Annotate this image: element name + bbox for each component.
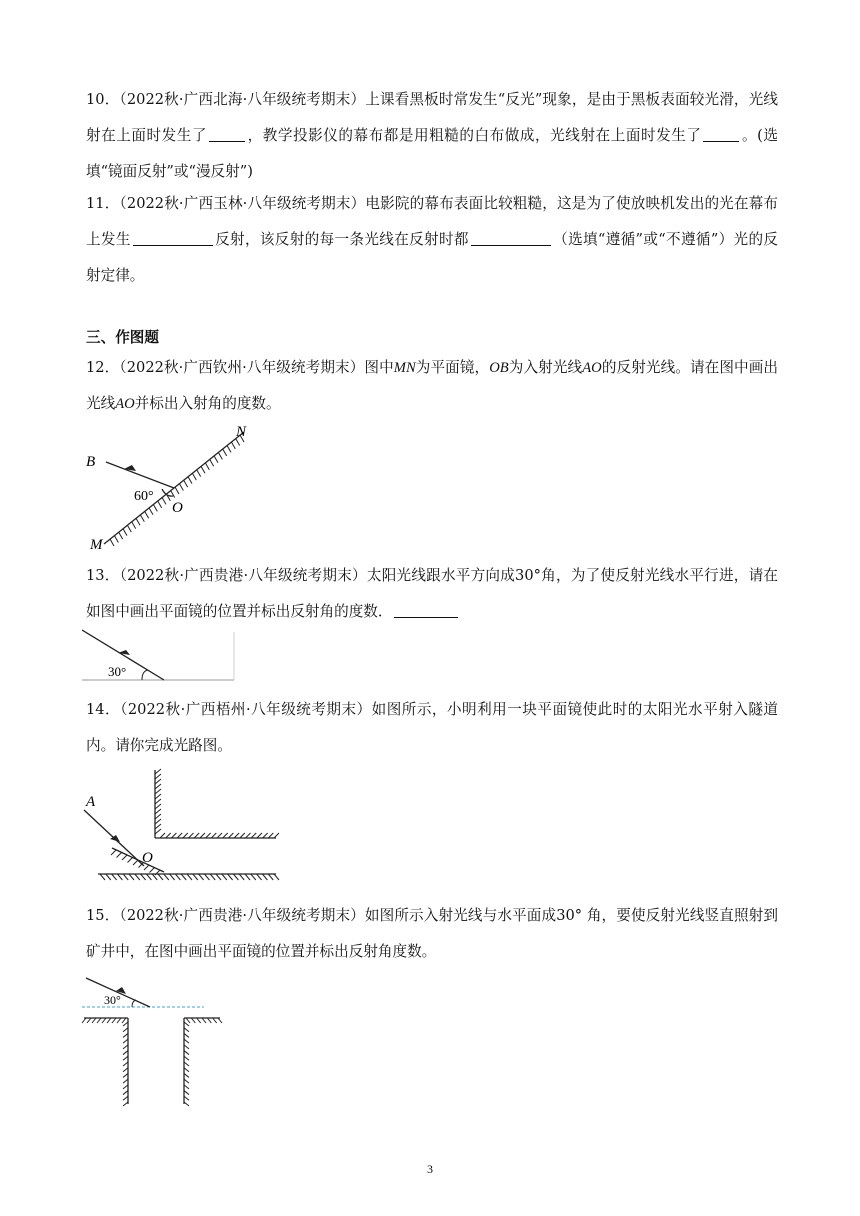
figure-mirror-mn [80, 418, 270, 558]
hatch-mark [155, 784, 161, 789]
angle-label: 30° [104, 993, 121, 1007]
hatch-mark [175, 487, 179, 494]
angle-arc [142, 670, 148, 680]
question-source: （2022秋·广西梧州·八年级统考期末） [120, 701, 372, 718]
mirror-hatching [110, 435, 244, 546]
hatch-mark [140, 515, 144, 522]
hatch-mark [133, 860, 138, 865]
hatch-mark [155, 794, 161, 799]
hatch-mark [263, 833, 268, 838]
hatch-mark [184, 1062, 189, 1066]
hatch-mark [123, 1051, 128, 1055]
question-text: 上课看黑板时常发生“反光”现象，是由于黑板表面较光滑，光线射在上面时发生了 [86, 91, 778, 144]
hatch-mark [155, 769, 161, 774]
hatch-mark [107, 1018, 111, 1023]
reflected-ray [106, 462, 174, 488]
hatch-mark [164, 874, 169, 880]
question-source: （2022秋·广西钦州·八年级统考期末） [119, 359, 365, 376]
hatch-mark [160, 833, 165, 838]
hatch-mark [216, 874, 221, 880]
hatch-mark [132, 522, 136, 529]
hatch-mark [223, 449, 227, 456]
hatch-mark [251, 833, 256, 838]
question-13 [86, 558, 778, 630]
hatch-mark [234, 833, 239, 838]
hatch-mark [112, 1018, 116, 1023]
hatch-mark [233, 874, 238, 880]
hatch-mark [106, 874, 111, 880]
question-text: 为入射光线 [508, 359, 583, 376]
hatch-mark [135, 874, 140, 880]
hatch-mark [112, 874, 117, 880]
hatch-mark [184, 1091, 189, 1095]
page-number: 3 [427, 1162, 433, 1176]
question-text: 为平面镜， [415, 359, 490, 376]
arrow-head [118, 650, 130, 655]
hatch-mark [87, 1018, 91, 1023]
hatch-mark [184, 480, 188, 487]
hatch-mark [155, 774, 161, 779]
label-o: O [172, 500, 183, 516]
hatch-mark [102, 1018, 106, 1023]
hatch-mark [149, 508, 153, 515]
question-12 [86, 350, 778, 422]
hatch-mark [223, 833, 228, 838]
hatch-mark [204, 874, 209, 880]
hatch-mark [184, 1079, 189, 1083]
label-o: O [142, 850, 153, 866]
ground-hatching [82, 1018, 222, 1106]
hatch-mark [257, 833, 262, 838]
question-number: 14． [86, 701, 121, 718]
hatch-mark [155, 824, 161, 829]
question-text: 。(选填“镜面反射”或“漫反射”) [86, 127, 778, 180]
question-14 [86, 692, 778, 764]
hatch-mark [123, 1028, 128, 1032]
figure-tunnel [80, 764, 285, 886]
hatch-mark [184, 1039, 189, 1043]
hatch-mark [110, 539, 114, 546]
hatch-mark [117, 874, 122, 880]
hatch-mark [122, 855, 127, 860]
question-number: 13． [86, 567, 120, 584]
hatch-mark [191, 1018, 195, 1023]
hatch-mark [123, 1073, 128, 1077]
hatch-mark [170, 874, 175, 880]
hatch-mark [152, 874, 157, 880]
label-a: A [86, 794, 96, 810]
hatch-mark [146, 874, 151, 880]
hatch-mark [175, 874, 180, 880]
hatch-mark [245, 874, 250, 880]
hatch-mark [184, 1022, 189, 1026]
hatch-mark [222, 874, 227, 880]
hatch-mark [136, 518, 140, 525]
hatch-mark [122, 1018, 126, 1023]
wall-hatching [155, 769, 161, 834]
hatch-mark [200, 833, 205, 838]
hatch-mark [123, 1039, 128, 1043]
hatch-mark [155, 804, 161, 809]
question-10 [86, 82, 778, 190]
hatch-mark [184, 1045, 189, 1049]
hatch-mark [123, 1096, 128, 1100]
hatch-mark [217, 833, 222, 838]
hatch-mark [123, 1085, 128, 1089]
hatch-mark [184, 1051, 189, 1055]
hatch-mark [213, 1018, 217, 1023]
hatch-mark [228, 833, 233, 838]
hatch-mark [184, 1056, 189, 1060]
hatch-mark [202, 1018, 206, 1023]
question-text: 如图所示，小明利用一块平面镜使此时的太阳光水平射入隧道内。请你完成光路图。 [86, 701, 778, 754]
hatch-mark [155, 799, 161, 804]
answer-blank[interactable] [133, 230, 213, 246]
question-number: 15． [86, 907, 120, 924]
hatch-mark [158, 501, 162, 508]
hatch-mark [181, 874, 186, 880]
hatch-mark [123, 1045, 128, 1049]
question-11 [86, 186, 778, 294]
hatch-mark [268, 833, 273, 838]
hatch-mark [158, 874, 163, 880]
hatch-mark [184, 1033, 189, 1037]
hatch-mark [197, 470, 201, 477]
question-text: 图中 [364, 359, 394, 376]
figure-mine-shaft [80, 972, 230, 1110]
hatch-mark [123, 1079, 128, 1083]
question-15 [86, 898, 778, 970]
hatch-mark [274, 833, 279, 838]
answer-blank[interactable] [703, 126, 739, 142]
hatch-mark [240, 833, 245, 838]
question-source: （2022秋·广西玉林·八年级统考期末） [119, 195, 366, 212]
hatch-mark [92, 1018, 96, 1023]
hatch-mark [123, 1102, 128, 1106]
hatch-mark [274, 874, 279, 880]
hatch-mark [100, 874, 105, 880]
question-text: ，教学投影仪的幕布都是用粗糙的白布做成，光线射在上面时发生了 [247, 127, 702, 144]
ground-hatching [100, 874, 279, 880]
hatch-mark [155, 809, 161, 814]
hatch-mark [251, 874, 256, 880]
hatch-mark [184, 1068, 189, 1072]
hatch-mark [184, 1028, 189, 1032]
hatch-mark [177, 833, 182, 838]
hatch-mark [184, 1085, 189, 1089]
question-text: 太阳光线跟水平方向成30°角，为了使反射光线水平行进，请在如图中画出平面镜的位置并标出反射角的度数． [86, 567, 779, 620]
question-text: 并标出入射角的度数。 [134, 395, 281, 412]
question-number: 11． [86, 195, 120, 212]
label-n: N [236, 424, 247, 440]
question-number: 12． [86, 359, 120, 376]
hatch-mark [97, 1018, 101, 1023]
hatch-mark [218, 1018, 222, 1023]
hatch-mark [268, 874, 273, 880]
hatch-mark [214, 456, 218, 463]
hatch-mark [262, 874, 267, 880]
question-source: （2022秋·广西贵港·八年级统考期末） [119, 567, 367, 584]
hatch-mark [186, 1018, 190, 1023]
question-source: （2022秋·广西贵港·八年级统考期末） [119, 907, 365, 924]
hatch-mark [210, 874, 215, 880]
hatch-mark [119, 532, 123, 539]
hatch-mark [155, 814, 161, 819]
hatch-mark [123, 1033, 128, 1037]
hatch-mark [123, 1022, 128, 1026]
answer-blank[interactable] [209, 126, 245, 142]
hatch-mark [155, 779, 161, 784]
hatch-mark [239, 874, 244, 880]
hatch-mark [128, 858, 133, 863]
question-text: 反射，该反射的每一条光线在反射时都 [214, 231, 469, 248]
hatch-mark [145, 511, 149, 518]
hatch-mark [192, 473, 196, 480]
hatch-mark [218, 452, 222, 459]
hatch-mark [171, 833, 176, 838]
angle-label: 60° [134, 489, 154, 504]
question-text: 如图所示入射光线与水平面成30° 角，要使反射光线竖直照射到矿井中，在图中画出平面镜的位置并标出反射角度数。 [86, 907, 778, 960]
answer-blank[interactable] [471, 230, 551, 246]
hatch-mark [82, 1018, 86, 1023]
question-text: （选填“遵循”或“不遵循”）光的反射定律。 [86, 231, 778, 284]
hatch-mark [117, 1018, 121, 1023]
hatch-mark [141, 874, 146, 880]
hatch-mark [187, 874, 192, 880]
hatch-mark [153, 504, 157, 511]
hatch-mark [227, 445, 231, 452]
hatch-mark [199, 874, 204, 880]
hatch-mark [123, 1056, 128, 1060]
answer-blank[interactable] [394, 602, 458, 618]
hatch-mark [201, 466, 205, 473]
hatch-mark [123, 874, 128, 880]
hatch-mark [162, 497, 166, 504]
question-text: 电影院的幕布表面比较粗糙，这是为了使放映机发出的光在幕布上发生 [86, 195, 778, 248]
hatch-mark [155, 789, 161, 794]
hatch-mark [184, 1096, 189, 1100]
variable-ao: AO [115, 396, 135, 412]
hatch-mark [123, 529, 127, 536]
hatch-mark [111, 850, 116, 855]
hatch-mark [189, 833, 194, 838]
hatch-mark [184, 1073, 189, 1077]
hatch-mark [246, 833, 251, 838]
hatch-mark [150, 868, 155, 873]
hatch-mark [188, 477, 192, 484]
angle-label: 30° [108, 664, 127, 679]
hatch-mark [193, 874, 198, 880]
hatch-mark [127, 525, 131, 532]
label-m: M [90, 537, 103, 553]
question-source: （2022秋·广西北海·八年级统考期末） [119, 91, 366, 108]
variable-ao: AO [582, 360, 602, 376]
hatch-mark [183, 833, 188, 838]
hatch-mark [207, 1018, 211, 1023]
label-b: B [86, 454, 96, 470]
variable-ob: OB [489, 360, 509, 376]
hatch-mark [257, 874, 262, 880]
hatch-mark [114, 536, 118, 543]
hatch-mark [231, 442, 235, 449]
variable-mn: MN [393, 360, 416, 376]
hatch-mark [166, 833, 171, 838]
hatch-mark [123, 1091, 128, 1095]
section-heading: 三、作图题 [86, 329, 159, 346]
hatch-mark [210, 459, 214, 466]
hatch-mark [197, 1018, 201, 1023]
hatch-mark [179, 484, 183, 491]
hatch-mark [155, 829, 161, 834]
hatch-mark [194, 833, 199, 838]
hatch-mark [228, 874, 233, 880]
hatch-mark [123, 1068, 128, 1072]
question-number: 10． [86, 91, 120, 108]
question-text: 的反射光线。请在图中画出光线 [86, 359, 778, 412]
hatch-mark [206, 833, 211, 838]
figure-sunlight-30 [82, 628, 242, 684]
hatch-mark [117, 853, 122, 858]
hatch-mark [184, 1102, 189, 1106]
hatch-mark [211, 833, 216, 838]
hatch-mark [155, 819, 161, 824]
wall-hatching [160, 833, 279, 838]
hatch-mark [129, 874, 134, 880]
hatch-mark [205, 463, 209, 470]
hatch-mark [123, 1062, 128, 1066]
